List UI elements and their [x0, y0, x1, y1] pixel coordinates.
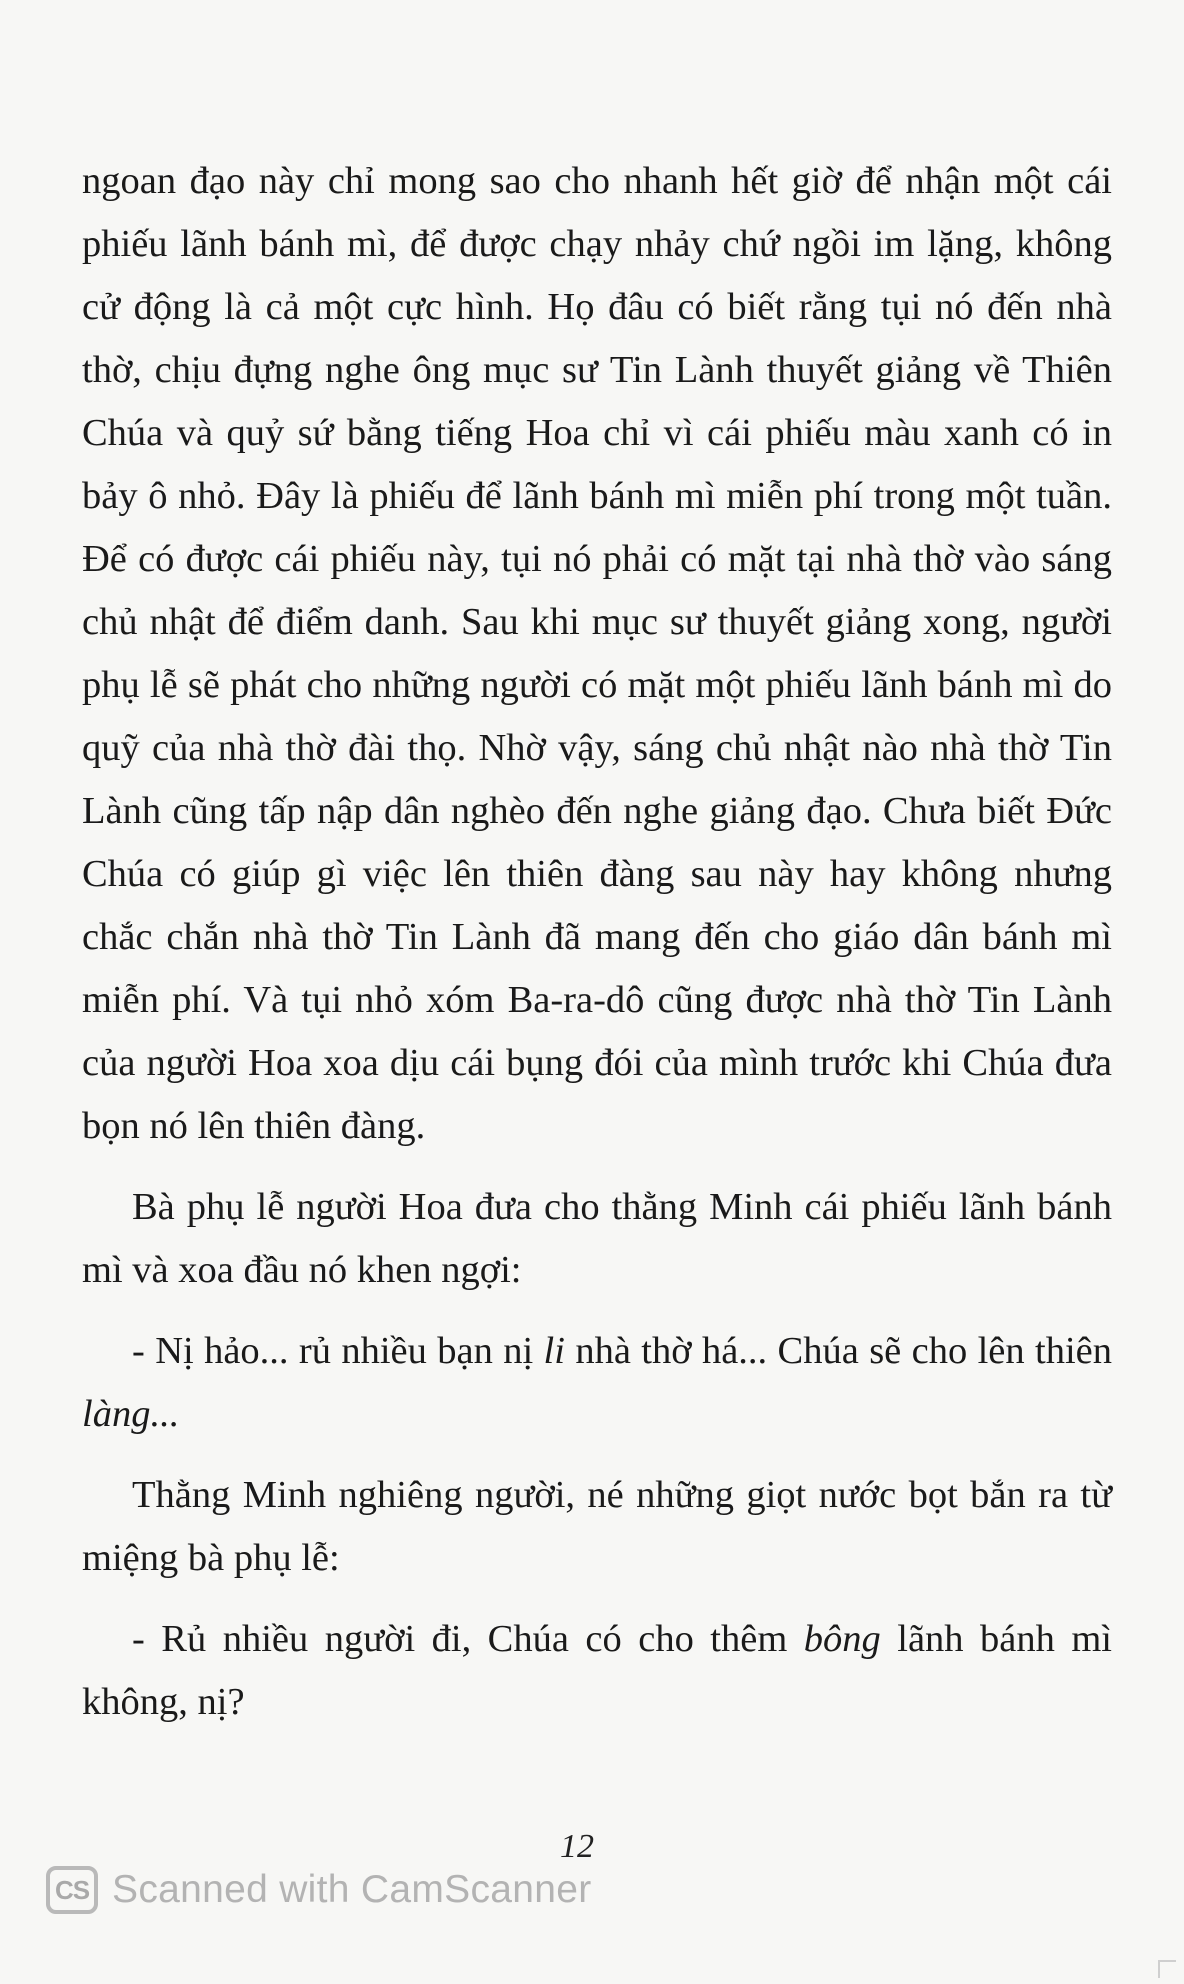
paragraph-1: ngoan đạo này chỉ mong sao cho nhanh hết giờ để nhận một cái phiếu lãnh bánh mì, để được chạy nhảy chứ ngồi im lặng, không cử động là cả một cực hình. Họ đâu có biết rằng tụi nó đến nhà thờ, chịu đựng nghe ông mục sư Tin Lành thuyết giảng về Thiên Chúa và quỷ sứ bằng tiếng Hoa chỉ vì cái phiếu màu xanh có in bảy ô nhỏ. Đây là phiếu để lãnh bánh mì miễn phí trong một tuần. Để có được cái phiếu này, tụi nó phải có mặt tại nhà thờ vào sáng chủ nhật để điểm danh. Sau khi mục sư thuyết giảng xong, người phụ lễ sẽ phát cho những người có mặt một phiếu lãnh bánh mì do quỹ của nhà thờ đài thọ. Nhờ vậy, sáng chủ nhật nào nhà thờ Tin Lành cũng tấp nập dân nghèo đến nghe giảng đạo. Chưa biết Đức Chúa có giúp gì việc lên thiên đàng sau này hay không nhưng chắc chắn nhà thờ Tin Lành đã mang đến cho giáo dân bánh mì miễn phí. Và tụi nhỏ xóm Ba-ra-dô cũng được nhà thờ Tin Lành của người Hoa xoa dịu cái bụng đói của mình trước khi Chúa đưa bọn nó lên thiên đàng. — [82, 160, 1112, 1147]
camscanner-watermark — [46, 1866, 592, 1914]
paragraph-3-dialogue — [82, 1320, 1112, 1446]
corner-crop-mark — [1158, 1960, 1176, 1978]
dialogue-text: lãnh bánh mì không, nị? — [82, 1618, 1112, 1723]
italic-word: li — [543, 1330, 565, 1372]
page-number: 12 — [560, 1828, 594, 1865]
dialogue-text: - Nị hảo... rủ nhiều bạn nị — [132, 1330, 544, 1372]
paragraph-5-dialogue — [82, 1608, 1112, 1734]
paragraph-2: Bà phụ lễ người Hoa đưa cho thằng Minh cái phiếu lãnh bánh mì và xoa đầu nó khen ngợi: — [82, 1186, 1112, 1291]
watermark-text: Scanned with CamScanner — [112, 1868, 592, 1911]
paragraph-4: Thằng Minh nghiêng người, né những giọt nước bọt bắn ra từ miệng bà phụ lễ: — [82, 1474, 1112, 1579]
page-body — [82, 150, 1112, 1734]
italic-word: bông — [803, 1618, 881, 1660]
dialogue-text: - Rủ nhiều người đi, Chúa có cho thêm — [132, 1618, 804, 1660]
italic-word: làng... — [82, 1393, 180, 1435]
camscanner-logo-icon: CS — [46, 1866, 98, 1914]
dialogue-text: nhà thờ há... Chúa sẽ cho lên thiên — [564, 1330, 1112, 1372]
